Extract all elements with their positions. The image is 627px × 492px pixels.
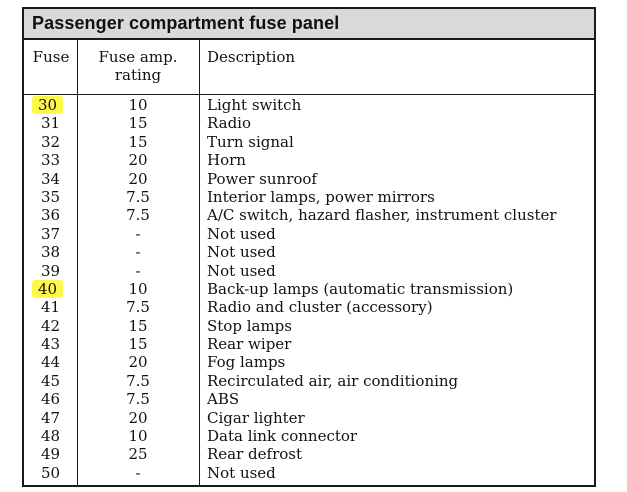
fuse-number: 48 bbox=[40, 427, 61, 446]
table-row bbox=[24, 188, 594, 206]
fuse-number: 47 bbox=[40, 408, 61, 427]
header-divider bbox=[24, 94, 594, 95]
cell-description: Not used bbox=[207, 243, 276, 262]
table-row bbox=[24, 280, 594, 298]
table-row bbox=[24, 427, 594, 445]
cell-description: Back-up lamps (automatic transmission) bbox=[207, 279, 514, 298]
fuse-number: 37 bbox=[40, 224, 61, 243]
cell-fuse bbox=[24, 225, 77, 243]
table-row bbox=[24, 96, 594, 114]
table-row bbox=[24, 464, 594, 482]
cell-fuse bbox=[24, 298, 77, 316]
cell-fuse bbox=[24, 280, 77, 298]
cell-description: Rear defrost bbox=[207, 445, 303, 464]
cell-fuse bbox=[24, 114, 77, 132]
highlighted-fuse-number: 40 bbox=[32, 280, 63, 298]
cell-amp-rating: 10 bbox=[128, 279, 148, 298]
fuse-number: 36 bbox=[40, 206, 61, 225]
cell-amp-rating: 7.5 bbox=[126, 187, 150, 206]
fuse-number: 46 bbox=[40, 390, 61, 409]
table-row bbox=[24, 353, 594, 371]
cell-fuse bbox=[24, 96, 77, 114]
cell-amp-rating: 25 bbox=[128, 445, 148, 464]
table-row bbox=[24, 445, 594, 463]
cell-description: Stop lamps bbox=[207, 316, 292, 335]
column-header-amp-rating bbox=[78, 48, 198, 84]
cell-fuse bbox=[24, 427, 77, 445]
cell-description: Light switch bbox=[207, 96, 302, 114]
cell-description: Recirculated air, air conditioning bbox=[207, 371, 459, 390]
column-header-amp-line1: Fuse amp. bbox=[98, 48, 178, 66]
cell-amp-rating: 15 bbox=[128, 335, 148, 354]
cell-description: Radio bbox=[207, 114, 252, 133]
cell-description: Radio and cluster (accessory) bbox=[207, 298, 433, 317]
cell-description: Not used bbox=[207, 224, 276, 243]
fuse-number: 45 bbox=[40, 371, 61, 390]
cell-description: Interior lamps, power mirrors bbox=[207, 187, 435, 206]
table-row bbox=[24, 225, 594, 243]
cell-amp-rating: - bbox=[135, 243, 141, 262]
cell-fuse bbox=[24, 464, 77, 482]
fuse-number: 38 bbox=[40, 243, 61, 262]
cell-fuse bbox=[24, 206, 77, 224]
cell-amp-rating: 10 bbox=[128, 427, 148, 446]
fuse-number: 39 bbox=[40, 261, 61, 280]
cell-fuse bbox=[24, 372, 77, 390]
table-body bbox=[24, 96, 594, 482]
column-header-amp-line2: rating bbox=[114, 66, 162, 84]
fuse-panel-table bbox=[22, 7, 596, 487]
column-header-description: Description bbox=[207, 48, 296, 66]
cell-amp-rating: 20 bbox=[128, 169, 148, 188]
cell-description: ABS bbox=[207, 390, 240, 409]
table-row bbox=[24, 317, 594, 335]
page-title: Passenger compartment fuse panel bbox=[32, 13, 340, 33]
cell-amp-rating: 7.5 bbox=[126, 206, 150, 225]
fuse-number: 43 bbox=[40, 335, 61, 354]
fuse-number: 41 bbox=[40, 298, 61, 317]
highlighted-fuse-number: 30 bbox=[32, 96, 63, 114]
cell-amp-rating: 15 bbox=[128, 316, 148, 335]
cell-amp-rating: - bbox=[135, 463, 141, 482]
fuse-number: 35 bbox=[40, 187, 61, 206]
cell-amp-rating: 15 bbox=[128, 114, 148, 133]
title-bar bbox=[24, 9, 594, 40]
table-row bbox=[24, 114, 594, 132]
cell-fuse bbox=[24, 133, 77, 151]
table-row bbox=[24, 372, 594, 390]
cell-amp-rating: 20 bbox=[128, 353, 148, 372]
cell-amp-rating: 7.5 bbox=[126, 298, 150, 317]
cell-amp-rating: 7.5 bbox=[126, 371, 150, 390]
cell-description: Cigar lighter bbox=[207, 408, 305, 427]
cell-description: Rear wiper bbox=[207, 335, 292, 354]
cell-fuse bbox=[24, 170, 77, 188]
cell-description: Horn bbox=[207, 151, 246, 170]
table-row bbox=[24, 243, 594, 261]
cell-fuse bbox=[24, 445, 77, 463]
cell-fuse bbox=[24, 353, 77, 371]
fuse-number: 32 bbox=[40, 132, 61, 151]
fuse-number: 34 bbox=[40, 169, 61, 188]
cell-fuse bbox=[24, 317, 77, 335]
table-row bbox=[24, 298, 594, 316]
table-row bbox=[24, 335, 594, 353]
table-row bbox=[24, 206, 594, 224]
cell-amp-rating: - bbox=[135, 224, 141, 243]
cell-fuse bbox=[24, 335, 77, 353]
table-row bbox=[24, 262, 594, 280]
fuse-number: 49 bbox=[40, 445, 61, 464]
cell-amp-rating: 15 bbox=[128, 132, 148, 151]
cell-amp-rating: 7.5 bbox=[126, 390, 150, 409]
cell-description: Power sunroof bbox=[207, 169, 317, 188]
cell-fuse bbox=[24, 409, 77, 427]
cell-description: Fog lamps bbox=[207, 353, 286, 372]
cell-fuse bbox=[24, 151, 77, 169]
fuse-number: 33 bbox=[40, 151, 61, 170]
cell-description: Turn signal bbox=[207, 132, 294, 151]
cell-description: A/C switch, hazard flasher, instrument cluster bbox=[207, 206, 557, 225]
cell-amp-rating: 10 bbox=[128, 96, 148, 114]
table-row bbox=[24, 133, 594, 151]
cell-fuse bbox=[24, 188, 77, 206]
table-row bbox=[24, 170, 594, 188]
cell-amp-rating: - bbox=[135, 261, 141, 280]
cell-amp-rating: 20 bbox=[128, 408, 148, 427]
fuse-number: 42 bbox=[40, 316, 61, 335]
column-header-fuse: Fuse bbox=[32, 48, 70, 66]
cell-fuse bbox=[24, 390, 77, 408]
cell-description: Data link connector bbox=[207, 427, 358, 446]
cell-fuse bbox=[24, 262, 77, 280]
cell-description: Not used bbox=[207, 463, 276, 482]
table-row bbox=[24, 390, 594, 408]
fuse-number: 50 bbox=[40, 463, 61, 482]
cell-amp-rating: 20 bbox=[128, 151, 148, 170]
table-row bbox=[24, 409, 594, 427]
cell-description: Not used bbox=[207, 261, 276, 280]
cell-fuse bbox=[24, 243, 77, 261]
fuse-number: 44 bbox=[40, 353, 61, 372]
fuse-number: 31 bbox=[40, 114, 61, 133]
table-row bbox=[24, 151, 594, 169]
